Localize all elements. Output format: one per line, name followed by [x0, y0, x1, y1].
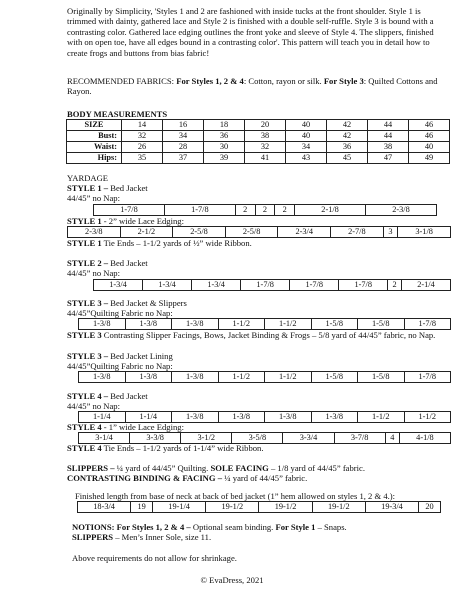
finished-length-caption: Finished length from base of neck at back of bed jacket (1” hem allowed on styles 1, 2 & 4.):	[75, 491, 396, 501]
style2-yardage-table: 1-3/4 1-3/4 1-3/4 1-7/8 1-7/8 1-7/8 2 2-1/4	[93, 279, 451, 291]
bust-row: Bust: 32 34 36 38 40 42 44 46	[67, 131, 450, 142]
notions-line: NOTIONS: For Styles 1, 2 & 4 – Optional seam binding. For Style 1 – Snaps.	[72, 522, 347, 532]
style3-lining-title: STYLE 3 – Bed Jacket Lining	[67, 351, 173, 361]
recommended-fabrics: RECOMMENDED FABRICS: For Styles 1, 2 & 4: Cotton, rayon or silk. For Style 3: Quilted Cottons and Rayon.	[67, 76, 438, 97]
footer-copyright: © EvaDress, 2021	[200, 575, 264, 585]
style4-title: STYLE 4 – Bed Jacket	[67, 391, 148, 401]
style2-title: STYLE 2 – Bed Jacket	[67, 258, 148, 268]
style3-nap: 44/45”Quilting Fabric no Nap:	[67, 308, 173, 318]
finished-length-table: 18-3/4 19 19-1/4 19-1/2 19-1/2 19-1/2 19-3/4 20	[77, 501, 441, 513]
body-measurements-title: BODY MEASUREMENTS	[67, 109, 168, 119]
style2-nap: 44/45” no Nap:	[67, 268, 120, 278]
style1-lace-title: STYLE 1 - 2” wide Lace Edging:	[67, 216, 184, 226]
style3-title: STYLE 3 – Bed Jacket & Slippers	[67, 298, 187, 308]
hips-row: Hips: 35 37 39 41 43 45 47 49	[67, 153, 450, 164]
style4-nap: 44/45” no Nap:	[67, 401, 120, 411]
yardage-title: YARDAGE	[67, 173, 109, 183]
style4-lace-table: 3-1/4 3-3/8 3-1/2 3-5/8 3-3/4 3-7/8 4 4-1/8	[78, 432, 451, 444]
slippers-line: SLIPPERS – ¼ yard of 44/45” Quilting. SOLE FACING – 1/8 yard of 44/45” fabric.	[67, 463, 366, 473]
waist-row: Waist: 26 28 30 32 34 36 38 40	[67, 142, 450, 153]
slippers-notions-line: SLIPPERS – Men’s Inner Sole, size 11.	[72, 532, 212, 542]
style1-lace-table: 2-3/8 2-1/2 2-5/8 2-5/8 2-3/4 2-7/8 3 3-1/8	[67, 226, 451, 238]
style3-contrasting: STYLE 3 Contrasting Slipper Facings, Bows, Jacket Binding & Frogs – 5/8 yard of 44/45” fabric, no Nap.	[67, 330, 436, 340]
style3-lining-table: 1-3/8 1-3/8 1-3/8 1-1/2 1-1/2 1-5/8 1-5/8 1-7/8	[78, 371, 451, 383]
shrinkage-note: Above requirements do not allow for shrinkage.	[72, 553, 237, 563]
size-row: SIZE 14 16 18 20 40 42 44 46	[67, 120, 450, 131]
style4-tie-ends: STYLE 4 Tie Ends – 1-1/2 yards of 1-1/4” wide Ribbon.	[67, 443, 264, 453]
style1-title: STYLE 1 – Bed Jacket	[67, 183, 148, 193]
body-measurements-table	[66, 119, 450, 164]
style3-yardage-table: 1-3/8 1-3/8 1-3/8 1-1/2 1-1/2 1-5/8 1-5/8 1-7/8	[78, 318, 451, 330]
style1-tie-ends: STYLE 1 Tie Ends – 1-1/2 yards of ½” wide Ribbon.	[67, 238, 252, 248]
contrasting-binding-line: CONTRASTING BINDING & FACING – ¼ yard of 44/45” fabric.	[67, 473, 308, 483]
style1-nap: 44/45” no Nap:	[67, 193, 120, 203]
style1-yardage-table: 1-7/8 1-7/8 2 2 2 2-1/8 2-3/8	[93, 204, 437, 216]
style4-yardage-table: 1-1/4 1-1/4 1-3/8 1-3/8 1-3/8 1-3/8 1-1/2 1-1/2	[78, 411, 451, 423]
style3-lining-nap: 44/45”Quilting Fabric no Nap:	[67, 361, 173, 371]
intro-paragraph: Originally by Simplicity, 'Styles 1 and 2 are fashioned with inside tucks at the front shoulder. Style 1 is trimmed with dainty, gathered lace and Style 2 is finished with a double self-ruffle. Style 3 is bound with a contrasting color. Gathered lace edging outlines the front yoke and sleeve of Style 4. The slippers, finished with on open toe, have all edges bound in a contrasting color'. This pattern will teach you in detail how to create frogs and buttons from bias fabric!	[67, 6, 434, 58]
style4-lace-title: STYLE 4 - 1” wide Lace Edging:	[67, 422, 184, 432]
